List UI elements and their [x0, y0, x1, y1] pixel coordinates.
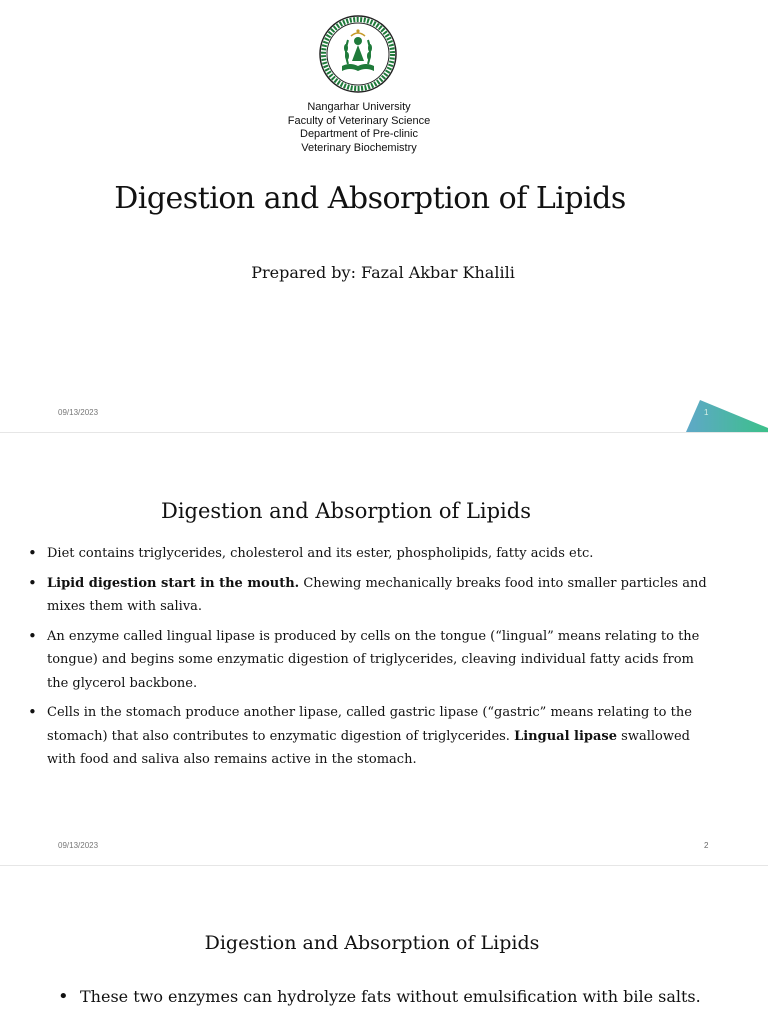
bullet-list	[28, 542, 718, 778]
university-seal-icon	[318, 14, 398, 94]
bold-phrase: Lipid digestion start in the mouth.	[47, 575, 300, 591]
list-item: • Lipid digestion start in the mouth. Chewing mechanically breaks food into smaller particles and mixes them with saliva.	[28, 572, 718, 619]
slide-title: Digestion and Absorption of Lipids	[160, 499, 531, 523]
bold-phrase: Lingual lipase	[514, 728, 618, 744]
subject-name: Veterinary Biochemistry	[301, 141, 417, 154]
slide-date: 09/13/2023	[58, 408, 99, 417]
bullet-list	[58, 985, 748, 1009]
list-item: • These two enzymes can hydrolyze fats without emulsification with bile salts.	[58, 985, 748, 1009]
list-item: • Cells in the stomach produce another lipase, called gastric lipase (“gastric” means relating to the stomach) that also contributes to enzymatic digestion of triglycerides. Lingual lipase swallowed with food and saliva also remains active in the stomach.	[28, 701, 718, 772]
accent-shape	[678, 400, 768, 432]
faculty-name: Faculty of Veterinary Science	[287, 114, 431, 127]
university-name: Nangarhar University	[307, 101, 411, 113]
slide-date: 09/13/2023	[58, 841, 99, 850]
slide-2	[0, 433, 768, 865]
presentation-title: Digestion and Absorption of Lipids	[114, 181, 626, 216]
list-item: • Diet contains triglycerides, cholesterol and its ester, phospholipids, fatty acids etc.	[28, 542, 718, 566]
department-name: Department of Pre-clinic	[300, 128, 418, 140]
slide-number: 2	[704, 841, 709, 850]
author-line: Prepared by: Fazal Akbar Khalili	[251, 263, 515, 282]
slide-title: Digestion and Absorption of Lipids	[204, 932, 540, 954]
slide-1	[0, 0, 768, 432]
list-item: • An enzyme called lingual lipase is produced by cells on the tongue (“lingual” means relating to the tongue) and begins some enzymatic digestion of triglycerides, cleaving individual fatty acids from the glycerol backbone.	[28, 625, 718, 696]
slide-3	[0, 866, 768, 1024]
slide-number: 1	[704, 408, 709, 417]
